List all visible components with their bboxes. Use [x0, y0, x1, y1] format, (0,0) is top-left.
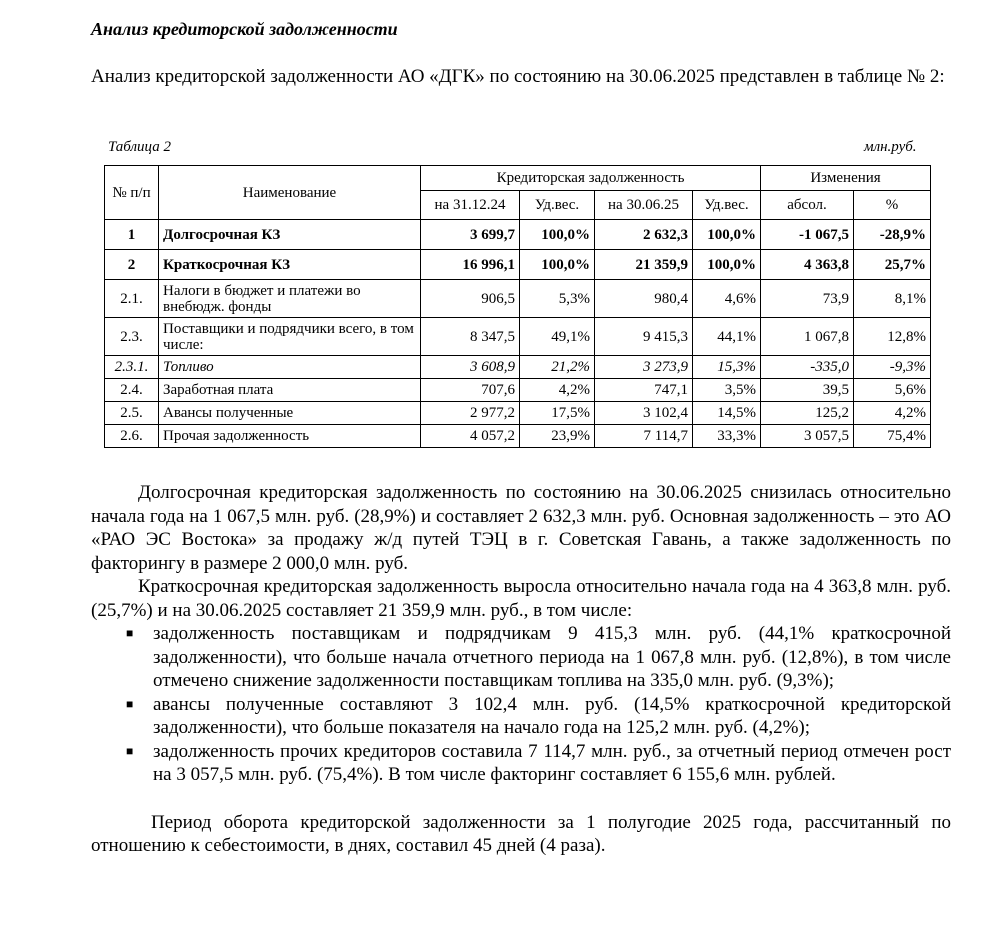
- row-end: 747,1: [595, 379, 693, 402]
- row-end: 2 632,3: [595, 220, 693, 250]
- header-num: № п/п: [105, 166, 159, 220]
- row-share-start: 17,5%: [520, 402, 595, 425]
- bullet-list: [91, 622, 951, 787]
- table-row: [105, 379, 931, 402]
- paragraph-long-term: Долгосрочная кредиторская задолженность по состоянию на 30.06.2025 снизилась относительно начала года на 1 067,5 млн. руб. (28,9%) и составляет 2 632,3 млн. руб. Основная задолженность – это АО «РАО ЭС Востока» за продажу ж/д путей ТЭЦ в г. Советская Гавань, а также задолженность по факторингу в размере 2 000,0 млн. руб.: [91, 482, 951, 574]
- row-name: Краткосрочная КЗ: [159, 250, 421, 280]
- row-abs: 3 057,5: [761, 425, 854, 448]
- row-start: 707,6: [421, 379, 520, 402]
- row-name: Долгосрочная КЗ: [159, 220, 421, 250]
- header-end: на 30.06.25: [595, 191, 693, 220]
- bullet-icon: ■: [126, 743, 134, 758]
- row-name: Авансы полученные: [159, 402, 421, 425]
- row-num: 2.5.: [105, 402, 159, 425]
- row-share-start: 100,0%: [520, 220, 595, 250]
- row-start: 4 057,2: [421, 425, 520, 448]
- row-abs: 4 363,8: [761, 250, 854, 280]
- row-num: 2: [105, 250, 159, 280]
- intro-paragraph: Анализ кредиторской задолженности АО «ДГК» по состоянию на 30.06.2025 представлен в таблице № 2:: [91, 66, 945, 87]
- table-row: [105, 318, 931, 356]
- paragraph-short-term: Краткосрочная кредиторская задолженность выросла относительно начала года на 4 363,8 млн. руб. (25,7%) и на 30.06.2025 составляет 21 359,9 млн. руб., в том числе:: [91, 576, 951, 621]
- header-name: Наименование: [159, 166, 421, 220]
- row-pct: 4,2%: [854, 402, 931, 425]
- row-start: 2 977,2: [421, 402, 520, 425]
- table-row: [105, 425, 931, 448]
- row-name: Поставщики и подрядчики всего, в том числе:: [159, 318, 421, 356]
- row-share-end: 44,1%: [693, 318, 761, 356]
- header-share-end: Уд.вес.: [693, 191, 761, 220]
- header-group-change: Изменения: [761, 166, 931, 191]
- table-row: [105, 280, 931, 318]
- row-pct: 8,1%: [854, 280, 931, 318]
- row-share-end: 4,6%: [693, 280, 761, 318]
- row-pct: -28,9%: [854, 220, 931, 250]
- row-share-start: 23,9%: [520, 425, 595, 448]
- row-start: 906,5: [421, 280, 520, 318]
- row-pct: 25,7%: [854, 250, 931, 280]
- list-item: ■ задолженность поставщикам и подрядчикам 9 415,3 млн. руб. (44,1% краткосрочной задолженности), что больше начала отчетного периода на 1 067,8 млн. руб. (12,8%), в том числе отмечено снижение задолженности поставщикам топлива на 335,0 млн. руб. (9,3%);: [126, 623, 951, 691]
- header-start: на 31.12.24: [421, 191, 520, 220]
- analysis-text: [91, 481, 951, 858]
- bullet-icon: ■: [126, 626, 134, 640]
- header-pct: %: [854, 191, 931, 220]
- row-start: 3 608,9: [421, 356, 520, 379]
- row-pct: 12,8%: [854, 318, 931, 356]
- row-end: 980,4: [595, 280, 693, 318]
- row-share-end: 14,5%: [693, 402, 761, 425]
- row-pct: 75,4%: [854, 425, 931, 448]
- row-name: Топливо: [159, 356, 421, 379]
- list-item: ■ авансы полученные составляют 3 102,4 млн. руб. (14,5% краткосрочной кредиторской задолженности), что больше показателя на начало года на 125,2 млн. руб. (4,2%);: [126, 693, 951, 738]
- table-row: [105, 356, 931, 379]
- row-name: Заработная плата: [159, 379, 421, 402]
- row-abs: 39,5: [761, 379, 854, 402]
- row-share-end: 15,3%: [693, 356, 761, 379]
- header-share-start: Уд.вес.: [520, 191, 595, 220]
- table-row: [105, 220, 931, 250]
- payables-table: [104, 165, 931, 448]
- row-share-end: 100,0%: [693, 250, 761, 280]
- table-caption: Таблица 2: [108, 139, 171, 155]
- row-name: Налоги в бюджет и платежи во внебюдж. фонды: [159, 280, 421, 318]
- table-unit: млн.руб.: [864, 139, 917, 155]
- list-item: ■ задолженность прочих кредиторов составила 7 114,7 млн. руб., за отчетный период отмечен рост на 3 057,5 млн. руб. (75,4%). В том числе факторинг составляет 6 155,6 млн. рублей.: [126, 740, 951, 785]
- table-row: [105, 402, 931, 425]
- row-abs: -335,0: [761, 356, 854, 379]
- row-pct: -9,3%: [854, 356, 931, 379]
- row-abs: 1 067,8: [761, 318, 854, 356]
- header-group-kz: Кредиторская задолженность: [421, 166, 761, 191]
- paragraph-turnover: Период оборота кредиторской задолженности за 1 полугодие 2025 года, рассчитанный по отношению к себестоимости, в днях, составил 45 дней (4 раза).: [91, 811, 951, 856]
- row-abs: 125,2: [761, 402, 854, 425]
- row-num: 2.6.: [105, 425, 159, 448]
- row-num: 1: [105, 220, 159, 250]
- bullet-icon: ■: [126, 696, 134, 711]
- row-share-start: 49,1%: [520, 318, 595, 356]
- row-share-end: 100,0%: [693, 220, 761, 250]
- row-share-start: 21,2%: [520, 356, 595, 379]
- row-abs: 73,9: [761, 280, 854, 318]
- row-pct: 5,6%: [854, 379, 931, 402]
- row-share-start: 100,0%: [520, 250, 595, 280]
- header-abs: абсол.: [761, 191, 854, 220]
- row-num: 2.3.: [105, 318, 159, 356]
- row-share-start: 4,2%: [520, 379, 595, 402]
- row-name: Прочая задолженность: [159, 425, 421, 448]
- row-start: 16 996,1: [421, 250, 520, 280]
- row-num: 2.4.: [105, 379, 159, 402]
- row-end: 3 273,9: [595, 356, 693, 379]
- row-num: 2.3.1.: [105, 356, 159, 379]
- row-end: 9 415,3: [595, 318, 693, 356]
- table-row: [105, 250, 931, 280]
- row-abs: -1 067,5: [761, 220, 854, 250]
- row-end: 21 359,9: [595, 250, 693, 280]
- row-share-end: 3,5%: [693, 379, 761, 402]
- row-share-start: 5,3%: [520, 280, 595, 318]
- row-end: 3 102,4: [595, 402, 693, 425]
- row-num: 2.1.: [105, 280, 159, 318]
- row-share-end: 33,3%: [693, 425, 761, 448]
- row-start: 8 347,5: [421, 318, 520, 356]
- row-end: 7 114,7: [595, 425, 693, 448]
- section-heading: Анализ кредиторской задолженности: [91, 19, 398, 39]
- row-start: 3 699,7: [421, 220, 520, 250]
